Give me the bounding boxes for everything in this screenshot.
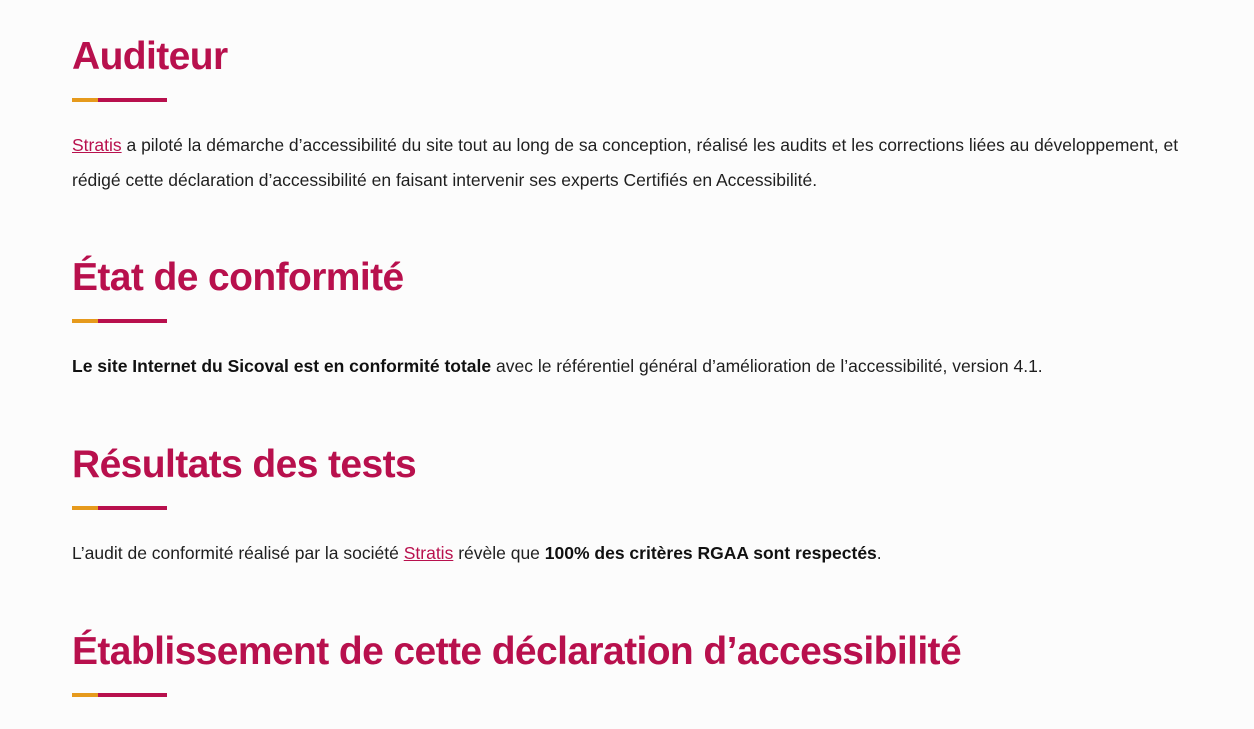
section-resultats-tests — [72, 442, 1182, 571]
stratis-link[interactable]: Stratis — [72, 135, 122, 155]
section-etablissement-declaration — [72, 629, 1182, 697]
resultats-paragraph — [72, 536, 1182, 571]
stratis-link[interactable]: Stratis — [403, 543, 454, 563]
underline-pink — [98, 693, 167, 697]
underline-pink — [98, 319, 167, 323]
resultats-bold: 100% des critères RGAA sont respectés — [544, 543, 877, 563]
heading-underline — [72, 319, 1182, 323]
underline-gold — [72, 319, 98, 323]
underline-gold — [72, 506, 98, 510]
resultats-text-end: . — [876, 543, 882, 563]
section-heading-auditeur: Auditeur — [72, 35, 228, 78]
section-heading-etat-conformite: État de conformité — [72, 256, 404, 299]
section-heading-resultats-tests: Résultats des tests — [72, 443, 417, 486]
underline-pink — [98, 506, 167, 510]
conformite-text: avec le référentiel général d’amélioration de l’accessibilité, version 4.1. — [491, 356, 1043, 376]
section-heading-etablissement: Établissement de cette déclaration d’accessibilité — [72, 630, 962, 673]
underline-gold — [72, 98, 98, 102]
heading-underline — [72, 98, 1182, 102]
heading-underline — [72, 693, 1182, 697]
resultats-text-middle: révèle que — [453, 543, 545, 563]
section-etat-conformite — [72, 255, 1182, 384]
auditeur-paragraph — [72, 128, 1182, 198]
underline-pink — [98, 98, 167, 102]
conformite-paragraph — [72, 349, 1182, 384]
auditeur-text: a piloté la démarche d’accessibilité du site tout au long de sa conception, réalisé les audits et les corrections liées au développement, et rédigé cette déclaration d’accessibilité en faisant intervenir ses experts Certifiés en Accessibilité. — [72, 135, 1179, 190]
conformite-bold: Le site Internet du Sicoval est en conformité totale — [72, 356, 492, 376]
section-auditeur — [72, 34, 1182, 198]
underline-gold — [72, 693, 98, 697]
resultats-text-start: L’audit de conformité réalisé par la société — [72, 543, 404, 563]
heading-underline — [72, 506, 1182, 510]
